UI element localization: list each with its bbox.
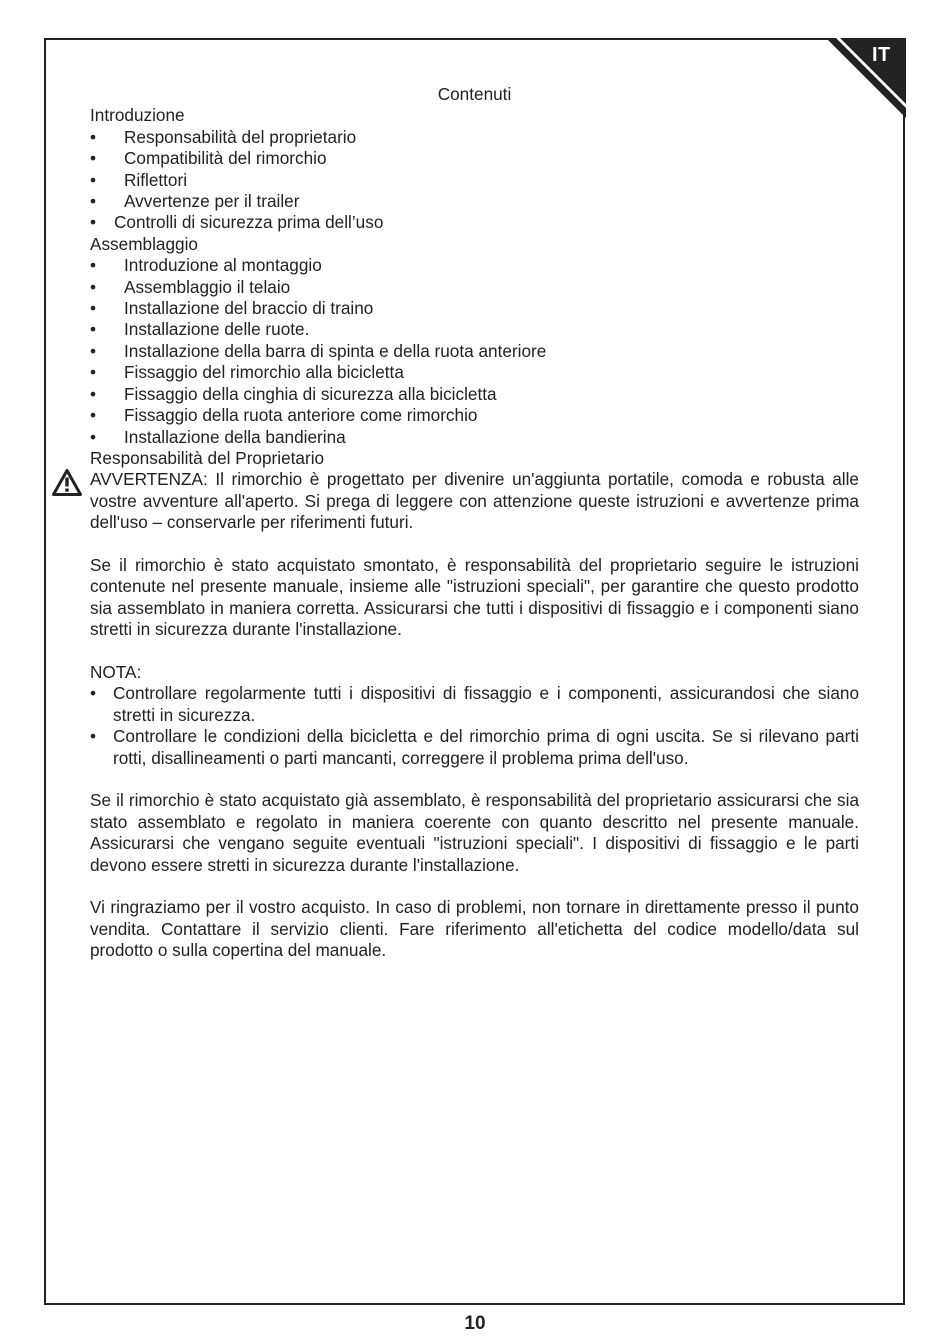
warning-triangle-icon	[52, 469, 82, 496]
toc-heading-introduzione: Introduzione	[90, 105, 185, 126]
page-content	[90, 84, 859, 962]
toc-item: • Fissaggio della cinghia di sicurezza alla bicicletta	[90, 384, 859, 405]
warning-paragraph: AVVERTENZA: Il rimorchio è progettato per divenire un'aggiunta portatile, comoda e robusta alle vostre avventure all'aperto. Si prega di leggere con attenzione queste istruzioni e avvertenze prima dell'uso – conservarle per riferimenti futuri.	[90, 469, 859, 533]
toc-item: • Installazione del braccio di traino	[90, 298, 859, 319]
warning-paragraph-block	[90, 469, 859, 533]
toc-item: • Installazione delle ruote.	[90, 319, 859, 340]
toc-item: • Fissaggio del rimorchio alla bicicletta	[90, 362, 859, 383]
toc-item: • Compatibilità del rimorchio	[90, 148, 859, 169]
nota-item: • Controllare regolarmente tutti i dispositivi di fissaggio e i componenti, assicurandosi che siano stretti in sicurezza.	[90, 683, 859, 726]
toc-item: • Installazione della barra di spinta e della ruota anteriore	[90, 341, 859, 362]
section-heading: Responsabilità del Proprietario	[90, 447, 325, 468]
toc-item: • Responsabilità del proprietario	[90, 127, 859, 148]
toc-item: • Riflettori	[90, 170, 859, 191]
toc-title: Contenuti	[437, 84, 512, 104]
toc-item: • Controlli di sicurezza prima dell’uso	[90, 212, 859, 233]
toc-item: • Installazione della bandierina	[90, 427, 859, 448]
paragraph-assembled: Se il rimorchio è stato acquistato già assemblato, è responsabilità del proprietario assicurarsi che sia stato assemblato e regolato in maniera coerente con quanto descritto nel presente manuale. Assicurarsi che vengano seguite eventuali "istruzioni speciali". I dispositivi di fissaggio e le parti devono essere stretti in sicurezza durante l'installazione.	[90, 790, 859, 875]
language-badge: IT	[872, 44, 891, 66]
page-number: 10	[464, 1313, 486, 1334]
paragraph-thanks: Vi ringraziamo per il vostro acquisto. In caso di problemi, non tornare in direttamente presso il punto vendita. Contattare il servizio clienti. Fare riferimento all'etichetta del codice modello/data sul prodotto o sulla copertina del manuale.	[90, 897, 859, 961]
nota-label: NOTA:	[90, 661, 142, 682]
nota-item: • Controllare le condizioni della bicicletta e del rimorchio prima di ogni uscita. Se si rilevano parti rotti, disallineamenti o parti mancanti, correggere il problema prima dell'uso.	[90, 726, 859, 769]
toc-item: • Fissaggio della ruota anteriore come rimorchio	[90, 405, 859, 426]
toc-item: • Assemblaggio il telaio	[90, 277, 859, 298]
toc-item: • Introduzione al montaggio	[90, 255, 859, 276]
toc-heading-assemblaggio: Assemblaggio	[90, 233, 198, 254]
toc-item: • Avvertenze per il trailer	[90, 191, 859, 212]
paragraph-disassembled: Se il rimorchio è stato acquistato smontato, è responsabilità del proprietario seguire le istruzioni contenute nel presente manuale, insieme alle "istruzioni speciali", per garantire che questo prodotto sia assemblato in maniera corretta. Assicurarsi che tutti i dispositivi di fissaggio e i componenti siano stretti in sicurezza durante l'installazione.	[90, 554, 859, 640]
